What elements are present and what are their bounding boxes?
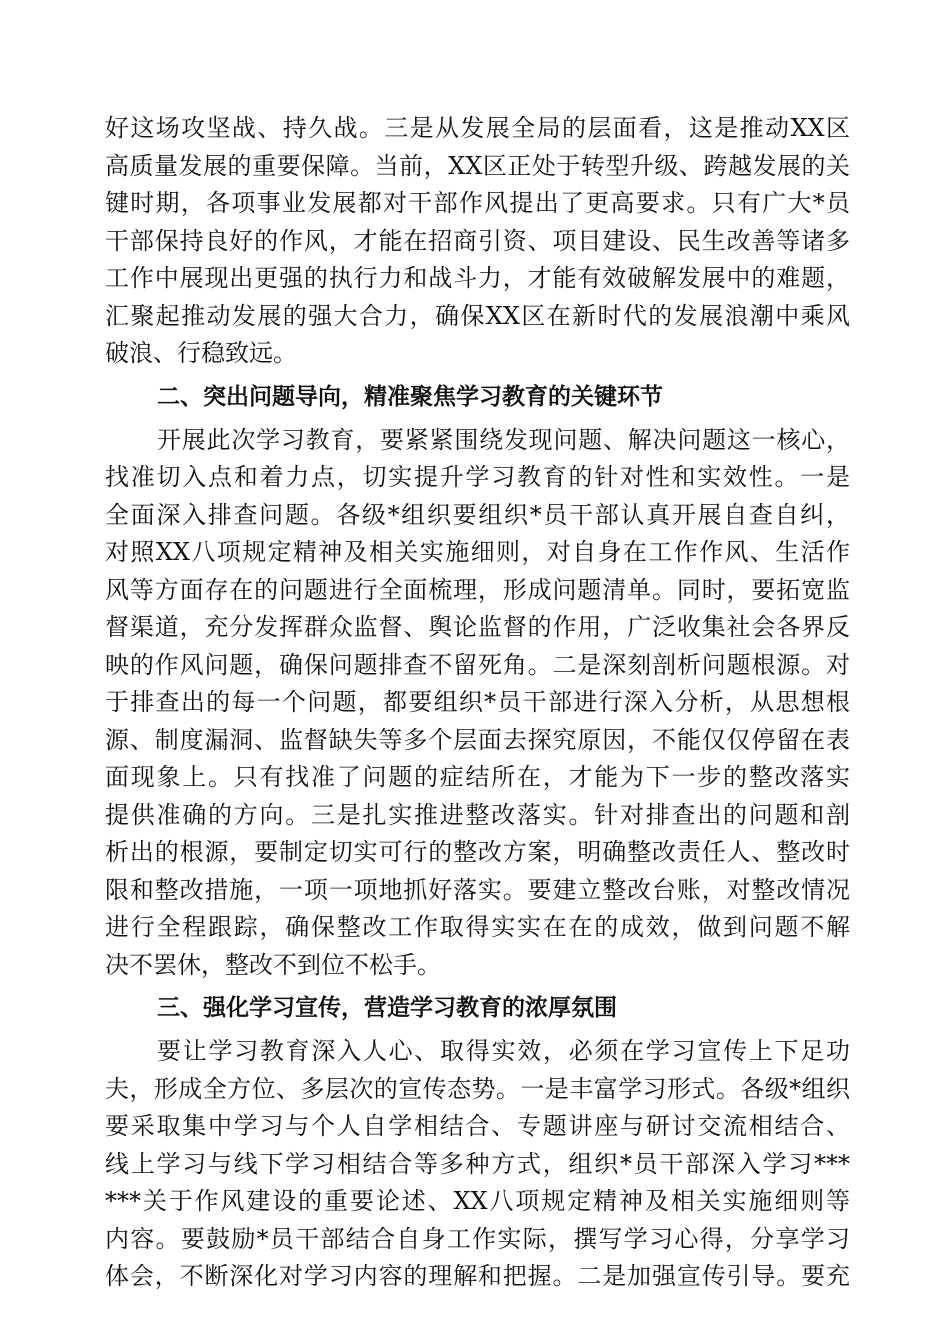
- text-line: 线上学习与线下学习相结合等多种方式，组织*员干部深入学习***: [105, 1149, 850, 1178]
- text-line: 面现象上。只有找准了问题的症结所在，才能为下一步的整改落实: [105, 763, 850, 791]
- text-line: 决不罢休，整改不到位不松手。: [105, 950, 441, 979]
- text-line: 源、制度漏洞、监督缺失等多个层面去探究原因，不能仅仅停留在表: [105, 725, 850, 754]
- text-line: 全面深入排查问题。各级*组织要组织*员干部认真开展自查自纠，: [105, 500, 850, 529]
- text-line: 夫，形成全方位、多层次的宣传态势。一是丰富学习形式。各级*组织: [105, 1074, 850, 1103]
- text-line: 内容。要鼓励*员干部结合自身工作实际，撰写学习心得，分享学习: [105, 1224, 850, 1253]
- paragraph-continuation: [105, 110, 850, 373]
- text-line: 风等方面存在的问题进行全面梳理，形成问题清单。同时，要拓宽监: [105, 575, 850, 604]
- text-line: 干部保持良好的作风，才能在招商引资、项目建设、民生改善等诸多: [105, 226, 850, 255]
- text-line: 找准切入点和着力点，切实提升学习教育的针对性和实效性。一是: [105, 463, 850, 491]
- text-line: 高质量发展的重要保障。当前，XX区正处于转型升级、跨越发展的关: [105, 151, 850, 180]
- text-line: 限和整改措施，一项一项地抓好落实。要建立整改台账，对整改情况: [105, 875, 850, 904]
- section-3-paragraph: [105, 1033, 850, 1296]
- text-line: 汇聚起推动发展的强大合力，确保XX区在新时代的发展浪潮中乘风: [105, 301, 850, 330]
- text-line: 工作中展现出更强的执行力和战斗力，才能有效破解发展中的难题，: [105, 264, 850, 292]
- text-line: 提供准确的方向。三是扎实推进整改落实。针对排查出的问题和剖: [105, 800, 850, 829]
- text-line: 开展此次学习教育，要紧紧围绕发现问题、解决问题这一核心，: [157, 425, 850, 454]
- section-2-paragraph: [105, 422, 850, 985]
- text-line: 键时期，各项事业发展都对干部作风提出了更高要求。只有广大*员: [105, 189, 850, 217]
- text-line: 进行全程跟踪，确保整改工作取得实实在在的成效，做到问题不解: [105, 913, 850, 941]
- text-line: 于排查出的每一个问题，都要组织*员干部进行深入分析，从思想根: [105, 688, 850, 716]
- document-page: [105, 110, 850, 1296]
- text-line: 析出的根源，要制定切实可行的整改方案，明确整改责任人、整改时: [105, 838, 850, 866]
- text-line: 体会，不断深化对学习内容的理解和把握。二是加强宣传引导。要充: [105, 1262, 850, 1290]
- text-line: 督渠道，充分发挥群众监督、舆论监督的作用，广泛收集社会各界反: [105, 613, 850, 641]
- text-line: 要采取集中学习与个人自学相结合、专题讲座与研讨交流相结合、: [105, 1112, 850, 1140]
- text-line: ***关于作风建设的重要论述、XX八项规定精神及相关实施细则等: [105, 1187, 850, 1215]
- text-line: 破浪、行稳致远。: [105, 339, 297, 367]
- section-heading-2: 二、突出问题导向，精准聚焦学习教育的关键环节: [157, 383, 663, 410]
- section-heading-3: 三、强化学习宣传，营造学习教育的浓厚氛围: [157, 995, 617, 1021]
- text-line: 对照XX八项规定精神及相关实施细则，对自身在工作作风、生活作: [105, 538, 850, 566]
- text-line: 要让学习教育深入人心、取得实效，必须在学习宣传上下足功: [157, 1037, 850, 1065]
- text-line: 映的作风问题，确保问题排查不留死角。二是深刻剖析问题根源。对: [105, 650, 850, 679]
- text-line: 好这场攻坚战、持久战。三是从发展全局的层面看，这是推动XX区: [105, 114, 850, 142]
